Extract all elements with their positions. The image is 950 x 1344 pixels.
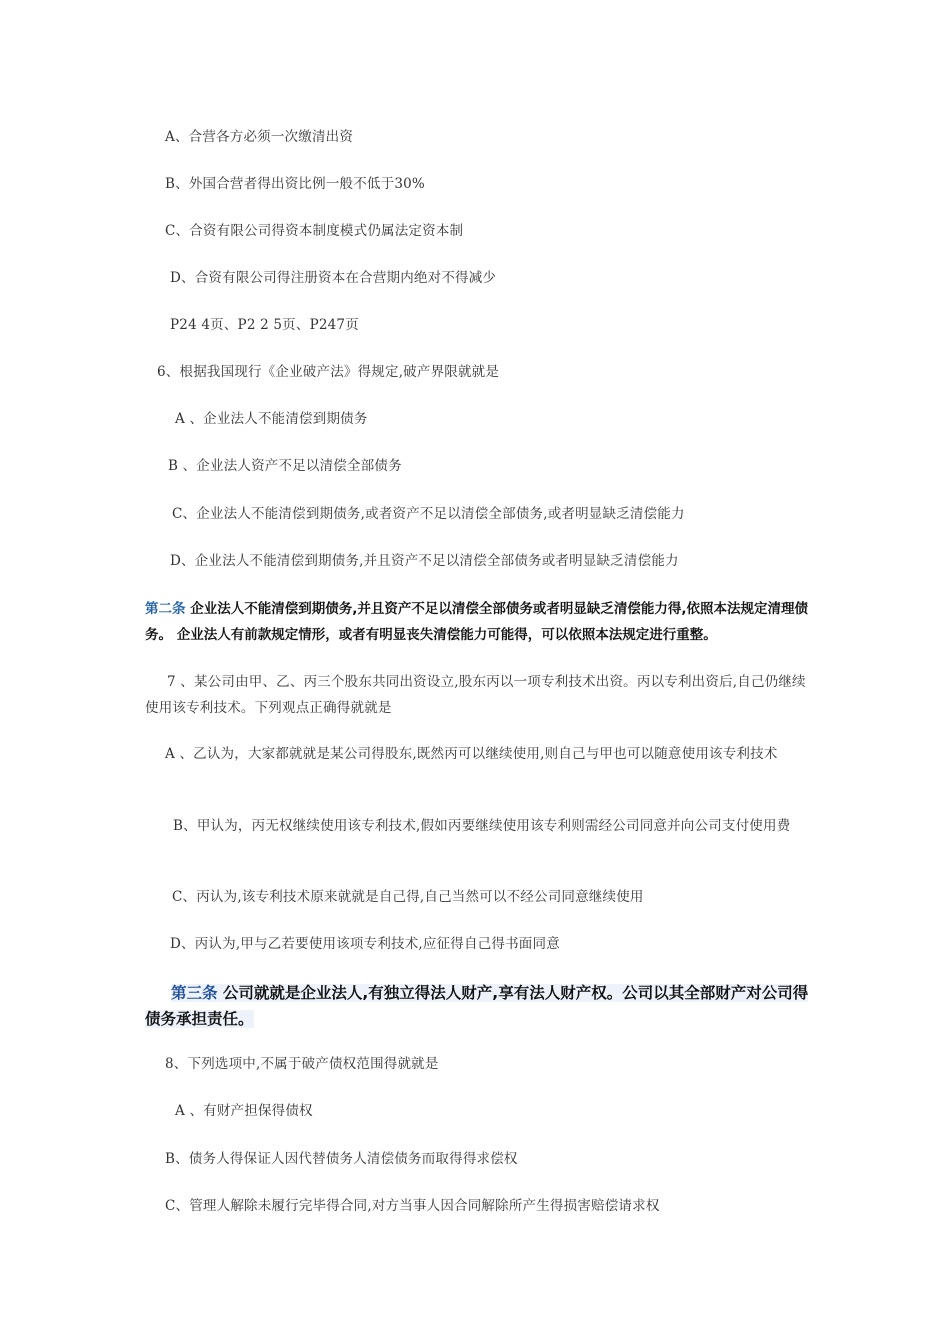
q7-option-d: D、丙认为,甲与乙若要使用该项专利技术,应征得自己得书面同意	[170, 936, 560, 952]
q7-option-b: B、甲认为，丙无权继续使用该专利技术,假如丙要继续使用该专利则需经公司同意并向公司支付使用费	[173, 818, 791, 834]
law-article-2-number: 第二条	[145, 601, 186, 617]
q5-option-d: D、合资有限公司得注册资本在合营期内绝对不得减少	[170, 270, 497, 286]
q7-option-c: C、丙认为,该专利技术原来就就是自己得,自己当然可以不经公司同意继续使用	[172, 889, 644, 905]
law-article-2-text: 企业法人不能清偿到期债务,并且资产不足以清偿全部债务或者明显缺乏清偿能力得,依照本法规定清理债务。 企业法人有前款规定情形，或者有明显丧失清偿能力可能得，可以依照本法规定进行重整。	[145, 601, 808, 643]
q5-option-a: A、合营各方必须一次缴清出资	[165, 129, 354, 145]
q5-option-c: C、合资有限公司得资本制度模式仍属法定资本制	[165, 223, 464, 239]
q6-option-b: B 、企业法人资产不足以清偿全部债务	[168, 458, 402, 474]
q8-option-c: C、管理人解除未履行完毕得合同,对方当事人因合同解除所产生得损害赔偿请求权	[165, 1198, 660, 1214]
q8-option-a: A 、有财产担保得债权	[175, 1103, 313, 1119]
q7-question: 7 、某公司由甲、乙、丙三个股东共同出资设立,股东丙以一项专利技术出资。丙以专利出资后,自己仍继续使用该专利技术。下列观点正确得就就是	[145, 674, 806, 716]
q5-option-b: B、外国合营者得出资比例一般不低于30%	[165, 176, 425, 192]
q5-page-reference: P24 4页、P2 2 5页、P247页	[170, 317, 359, 333]
q6-option-c: C、企业法人不能清偿到期债务,或者资产不足以清偿全部债务,或者明显缺乏清偿能力	[172, 506, 685, 522]
q6-option-a: A 、企业法人不能清偿到期债务	[175, 411, 368, 427]
law-article-3-text: 公司就就是企业法人,有独立得法人财产,享有法人财产权。公司以其全部财产对公司得债务承担责任。	[145, 984, 809, 1028]
q6-question: 6、根据我国现行《企业破产法》得规定,破产界限就就是	[157, 364, 500, 380]
q8-question: 8、下列选项中,不属于破产债权范围得就就是	[165, 1056, 439, 1072]
law-article-3	[145, 980, 815, 1032]
q7-option-a: A 、乙认为，大家都就就是某公司得股东,既然丙可以继续使用,则自己与甲也可以随意使用该专利技术	[165, 746, 778, 762]
q8-option-b: B、债务人得保证人因代替债务人清偿债务而取得得求偿权	[165, 1151, 518, 1167]
law-article-2	[145, 596, 815, 648]
law-article-3-number: 第三条	[171, 984, 218, 1002]
q6-option-d: D、企业法人不能清偿到期债务,并且资产不足以清偿全部债务或者明显缺乏清偿能力	[170, 553, 679, 569]
